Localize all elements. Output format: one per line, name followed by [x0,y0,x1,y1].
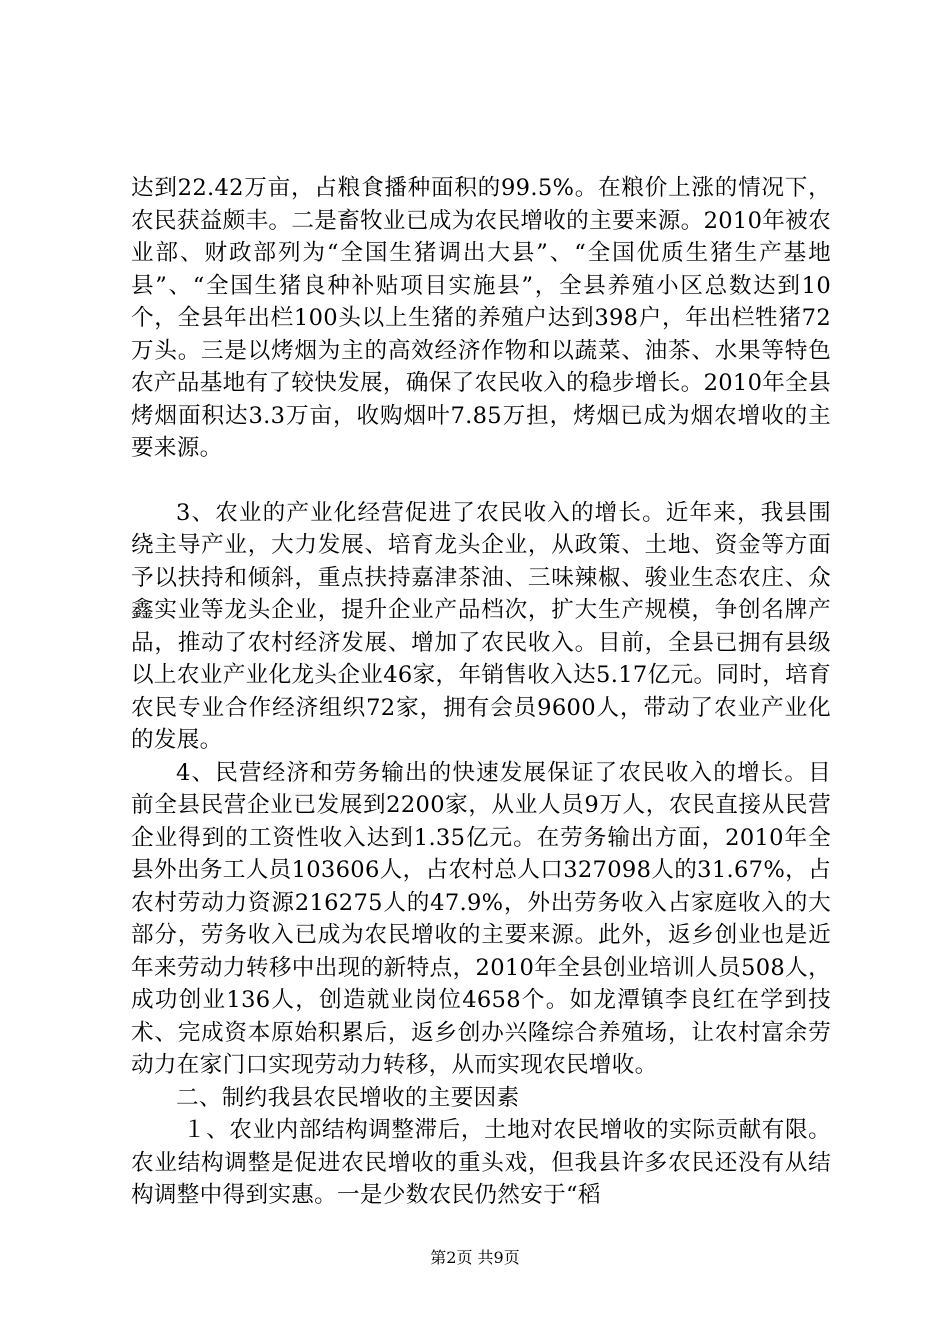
paragraph-private-economy-labor: 4、民营经济和劳务输出的快速发展保证了农民收入的增长。目前全县民营企业已发展到2200家，从业人员9万人，农民直接从民营企业得到的工资性收入达到1.35亿元。在劳务输出方面，2010年全县外出务工人员103606人，占农村总人口327098人的31.67%，占农村劳动力资源216275人的47.9%，外出劳务收入占家庭收入的大部分，劳务收入已成为农民增收的主要来源。此外，返乡创业也是近年来劳动力转移中出现的新特点，2010年全县创业培训人员508人，成功创业136人，创造就业岗位4658个。如龙潭镇李良红在学到技术、完成资本原始积累后，返乡创办兴隆综合养殖场，让农村富余劳动力在家门口实现劳动力转移，从而实现农民增收。 [131,759,831,1078]
page-number-footer: 第2页 共9页 [430,1248,520,1267]
document-body [131,172,831,1212]
paragraph-spacer [131,465,831,497]
paragraph-industrialization: 3、农业的产业化经营促进了农民收入的增长。近年来，我县围绕主导产业，大力发展、培育龙头企业，从政策、土地、资金等方面予以扶持和倾斜，重点扶持嘉津茶油、三味辣椒、骏业生态农庄、众鑫实业等龙头企业，提升企业产品档次，扩大生产规模，争创名牌产品，推动了农村经济发展、增加了农民收入。目前，全县已拥有县级以上农业产业化龙头企业46家，年销售收入达5.17亿元。同时，培育农民专业合作经济组织72家，拥有会员9600人，带动了农业产业化的发展。 [131,499,831,753]
paragraph-structure-adjustment: １、农业内部结构调整滞后，土地对农民增收的实际贡献有限。农业结构调整是促进农民增收的重头戏，但我县许多农民还没有从结构调整中得到实惠。一是少数农民仍然安于“稻 [131,1117,831,1208]
section-heading-constraints: 二、制约我县农民增收的主要因素 [176,1084,520,1111]
paragraph-grain-livestock-tobacco: 达到22.42万亩，占粮食播种面积的99.5%。在粮价上涨的情况下，农民获益颇丰。二是畜牧业已成为农民增收的主要来源。2010年被农业部、财政部列为“全国生猪调出大县”、“全国优质生猪生产基地县”、“全国生猪良种补贴项目实施县”，全县养殖小区总数达到10个，全县年出栏100头以上生猪的养殖户达到398户，年出栏牲猪72万头。三是以烤烟为主的高效经济作物和以蔬菜、油茶、水果等特色农产品基地有了较快发展，确保了农民收入的稳步增长。2010年全县烤烟面积达3.3万亩，收购烟叶7.85万担，烤烟已成为烟农增收的主要来源。 [131,175,831,461]
